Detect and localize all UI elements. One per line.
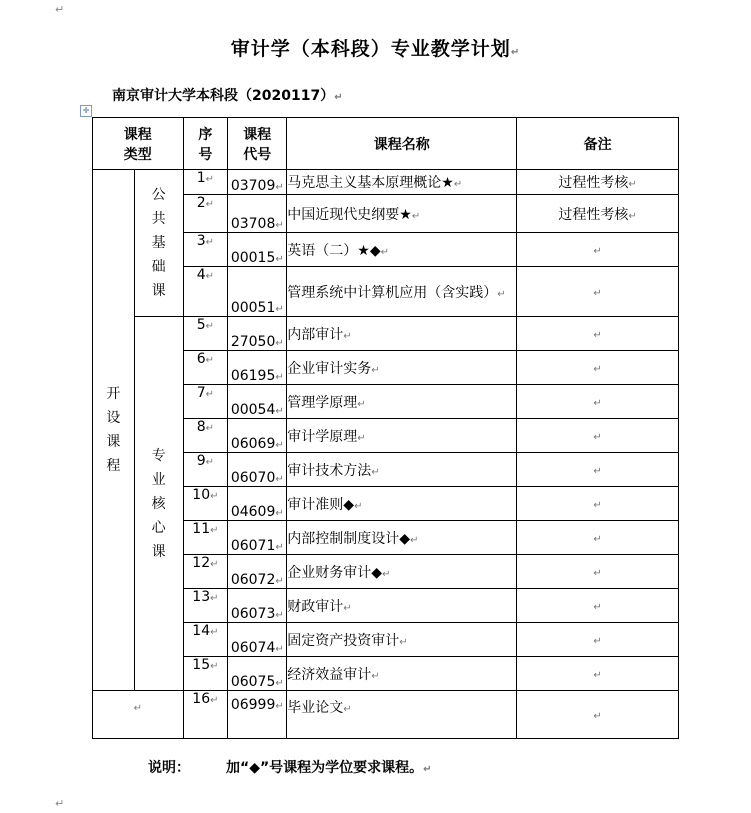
cell-note: ↵ [517,267,679,317]
header-course-name: 课程名称 [287,118,517,170]
cell-note: ↵ [517,623,679,657]
cell-note: ↵ [517,317,679,351]
cell-code: 06073↵ [228,589,287,623]
page-subtitle: 南京审计大学本科段（2020117）↵ [112,88,343,104]
cell-code: 06072↵ [228,555,287,589]
cell-course-name: 毕业论文↵ [287,691,517,739]
table-row [93,691,679,739]
cell-course-name: 企业审计实务↵ [287,351,517,385]
cell-note: ↵ [517,487,679,521]
header-seq: 序 号 [183,118,228,170]
cell-code: 04609↵ [228,487,287,521]
header-note: 备注 [517,118,679,170]
page-title: 审计学（本科段）专业教学计划↵ [230,38,521,60]
header-course-type: 课程 类型 [93,118,184,170]
cell-code: 27050↵ [228,317,287,351]
cell-seq: 1↵ [183,170,228,195]
cell-note: ↵ [517,555,679,589]
cell-code: 06999↵ [228,691,287,739]
paragraph-mark: ↵ [55,3,65,16]
cell-course-name: 企业财务审计◆↵ [287,555,517,589]
cell-code: 00015↵ [228,233,287,267]
cell-course-name: 中国近现代史纲要★↵ [287,195,517,233]
cell-code: 06195↵ [228,351,287,385]
cell-note: 过程性考核↵ [517,170,679,195]
cell-code: 06074↵ [228,623,287,657]
table-row [93,170,679,195]
teaching-plan-table [92,117,679,739]
cell-course-name: 审计准则◆↵ [287,487,517,521]
cell-code: 03709↵ [228,170,287,195]
cell-seq: 15↵ [183,657,228,691]
cell-seq: 6↵ [183,351,228,385]
cell-note: ↵ [517,657,679,691]
cell-seq: 8↵ [183,419,228,453]
table-row [93,317,679,351]
group-public-basic: 公 共 基 础 课 [134,170,183,317]
cell-note: ↵ [517,419,679,453]
paragraph-mark: ↵ [55,797,65,810]
category-empty: ↵ [93,691,184,739]
cell-note: 过程性考核↵ [517,195,679,233]
header-row [93,118,679,170]
cell-course-name: 审计技术方法↵ [287,453,517,487]
category-open-courses: 开 设 课 程 [93,170,135,691]
cell-seq: 3↵ [183,233,228,267]
footnote: 说明： 加“◆”号课程为学位要求课程。↵ [148,760,432,776]
cell-course-name: 内部控制制度设计◆↵ [287,521,517,555]
cell-code: 00051↵ [228,267,287,317]
cell-seq: 10↵ [183,487,228,521]
cell-seq: 9↵ [183,453,228,487]
cell-code: 03708↵ [228,195,287,233]
cell-note: ↵ [517,691,679,739]
cell-seq: 2↵ [183,195,228,233]
cell-seq: 14↵ [183,623,228,657]
cell-seq: 5↵ [183,317,228,351]
cell-note: ↵ [517,385,679,419]
cell-course-name: 管理系统中计算机应用（含实践）↵ [287,267,517,317]
footnote-label: 说明： [148,760,190,776]
header-code: 课程 代号 [228,118,287,170]
footnote-text: 加“◆”号课程为学位要求课程。 [226,760,424,776]
cell-note: ↵ [517,521,679,555]
cell-note: ↵ [517,453,679,487]
cell-seq: 11↵ [183,521,228,555]
cell-seq: 4↵ [183,267,228,317]
cell-code: 00054↵ [228,385,287,419]
cell-course-name: 固定资产投资审计↵ [287,623,517,657]
cell-code: 06069↵ [228,419,287,453]
cell-seq: 13↵ [183,589,228,623]
cell-course-name: 英语（二）★◆↵ [287,233,517,267]
cell-course-name: 内部审计↵ [287,317,517,351]
cell-course-name: 审计学原理↵ [287,419,517,453]
cell-seq: 7↵ [183,385,228,419]
cell-code: 06070↵ [228,453,287,487]
cell-code: 06071↵ [228,521,287,555]
table-move-handle-icon[interactable]: ✛ [80,105,92,117]
group-professional-core: 专 业 核 心 课 [134,317,183,691]
cell-note: ↵ [517,233,679,267]
cell-course-name: 财政审计↵ [287,589,517,623]
cell-code: 06075↵ [228,657,287,691]
cell-note: ↵ [517,351,679,385]
cell-course-name: 马克思主义基本原理概论★↵ [287,170,517,195]
cell-note: ↵ [517,589,679,623]
cell-seq: 12↵ [183,555,228,589]
cell-course-name: 经济效益审计↵ [287,657,517,691]
cell-course-name: 管理学原理↵ [287,385,517,419]
cell-seq: 16↵ [183,691,228,739]
